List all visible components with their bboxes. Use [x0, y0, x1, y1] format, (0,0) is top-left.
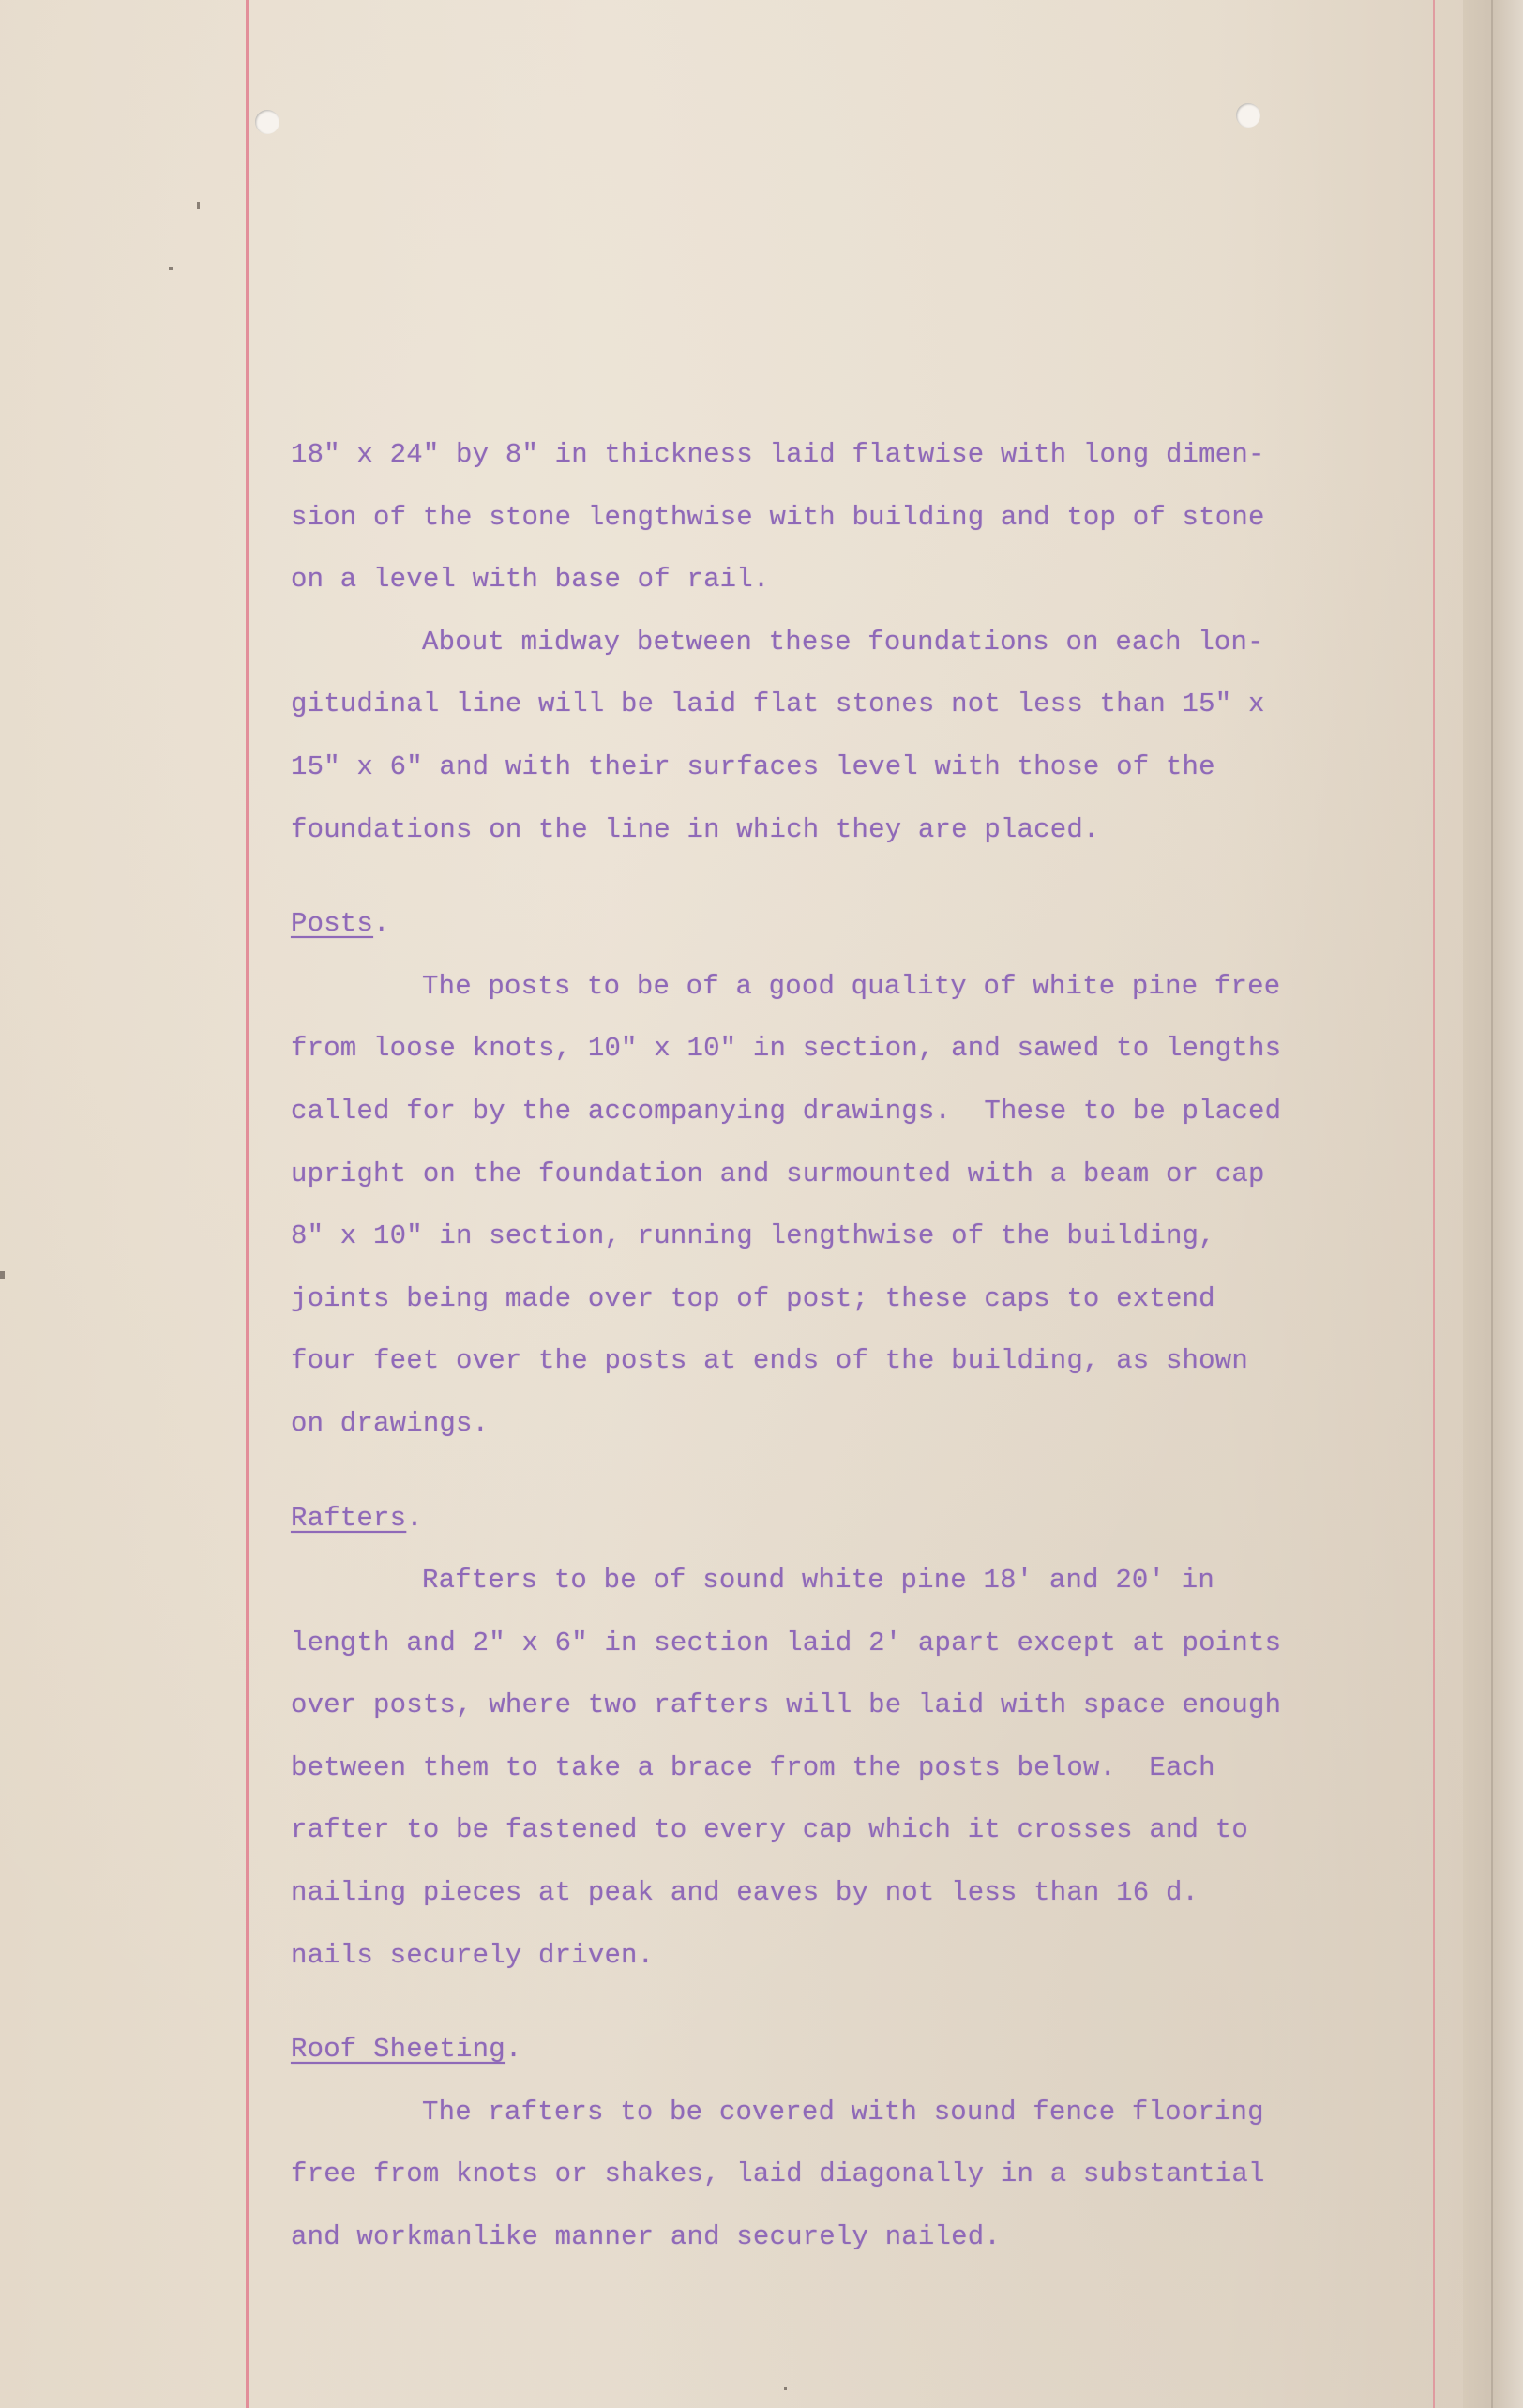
- text-line: Rafters to be of sound white pine 18' and 20' in: [422, 1565, 1214, 1597]
- text-line: About midway between these foundations on each lon-: [422, 626, 1264, 658]
- paragraph-flat-stones: [291, 612, 1435, 861]
- heading-text: Posts: [291, 908, 374, 940]
- heading-text: Roof Sheeting: [291, 2034, 505, 2066]
- text-line: over posts, where two rafters will be laid with space enough: [291, 1689, 1282, 1721]
- section-heading-posts: [291, 893, 1435, 956]
- paper-speck: [784, 2387, 787, 2390]
- text-line: The posts to be of a good quality of white pine free: [422, 970, 1281, 1002]
- heading-punctuation: .: [373, 908, 390, 940]
- text-line: 18" x 24" by 8" in thickness laid flatwise with long dimen-: [291, 439, 1265, 470]
- left-margin-rule: [246, 0, 249, 2408]
- text-line: called for by the accompanying drawings. These to be placed: [291, 1095, 1282, 1127]
- punch-hole-left: [255, 110, 279, 134]
- text-line: rafter to be fastened to every cap which it crosses and to: [291, 1814, 1248, 1846]
- text-line: from loose knots, 10" x 10" in section, and sawed to lengths: [291, 1033, 1282, 1065]
- text-line: and workmanlike manner and securely nailed.: [291, 2221, 1001, 2253]
- text-line: free from knots or shakes, laid diagonally in a substantial: [291, 2158, 1265, 2190]
- text-line: foundations on the line in which they are placed.: [291, 813, 1100, 845]
- paper-speck: [197, 202, 200, 209]
- text-line: sion of the stone lengthwise with building and top of stone: [291, 501, 1265, 533]
- section-roof-sheeting: [291, 2019, 1435, 2268]
- text-line: joints being made over top of post; these caps to extend: [291, 1282, 1215, 1314]
- page-edge-line: [1491, 0, 1493, 2408]
- paragraph-foundation-stones: [291, 424, 1435, 612]
- section-heading-roof-sheeting: [291, 2019, 1435, 2082]
- text-line: 15" x 6" and with their surfaces level with those of the: [291, 750, 1215, 782]
- typed-text-body: [291, 424, 1435, 2269]
- section-rafters: [291, 1488, 1435, 1988]
- text-line: on drawings.: [291, 1407, 490, 1439]
- text-line: upright on the foundation and surmounted with a beam or cap: [291, 1158, 1265, 1189]
- text-line: length and 2" x 6" in section laid 2' apart except at points: [291, 1627, 1282, 1658]
- text-line: four feet over the posts at ends of the building, as shown: [291, 1345, 1248, 1377]
- text-line: between them to take a brace from the posts below. Each: [291, 1751, 1215, 1783]
- text-line: The rafters to be covered with sound fence flooring: [422, 2096, 1264, 2128]
- paper-speck: [169, 267, 173, 270]
- heading-text: Rafters: [291, 1502, 407, 1534]
- text-line: gitudinal line will be laid flat stones not less than 15" x: [291, 689, 1265, 720]
- text-line: nailing pieces at peak and eaves by not less than 16 d.: [291, 1877, 1199, 1909]
- text-line: on a level with base of rail.: [291, 564, 770, 596]
- page-edge-shadow: [1463, 0, 1523, 2408]
- heading-punctuation: .: [406, 1502, 423, 1534]
- text-line: 8" x 10" in section, running lengthwise of the building,: [291, 1220, 1215, 1252]
- paper-speck: [0, 1271, 5, 1279]
- section-heading-rafters: [291, 1488, 1435, 1551]
- punch-hole-right: [1236, 103, 1260, 128]
- heading-punctuation: .: [505, 2034, 522, 2066]
- section-posts: [291, 893, 1435, 1455]
- text-line: nails securely driven.: [291, 1939, 655, 1971]
